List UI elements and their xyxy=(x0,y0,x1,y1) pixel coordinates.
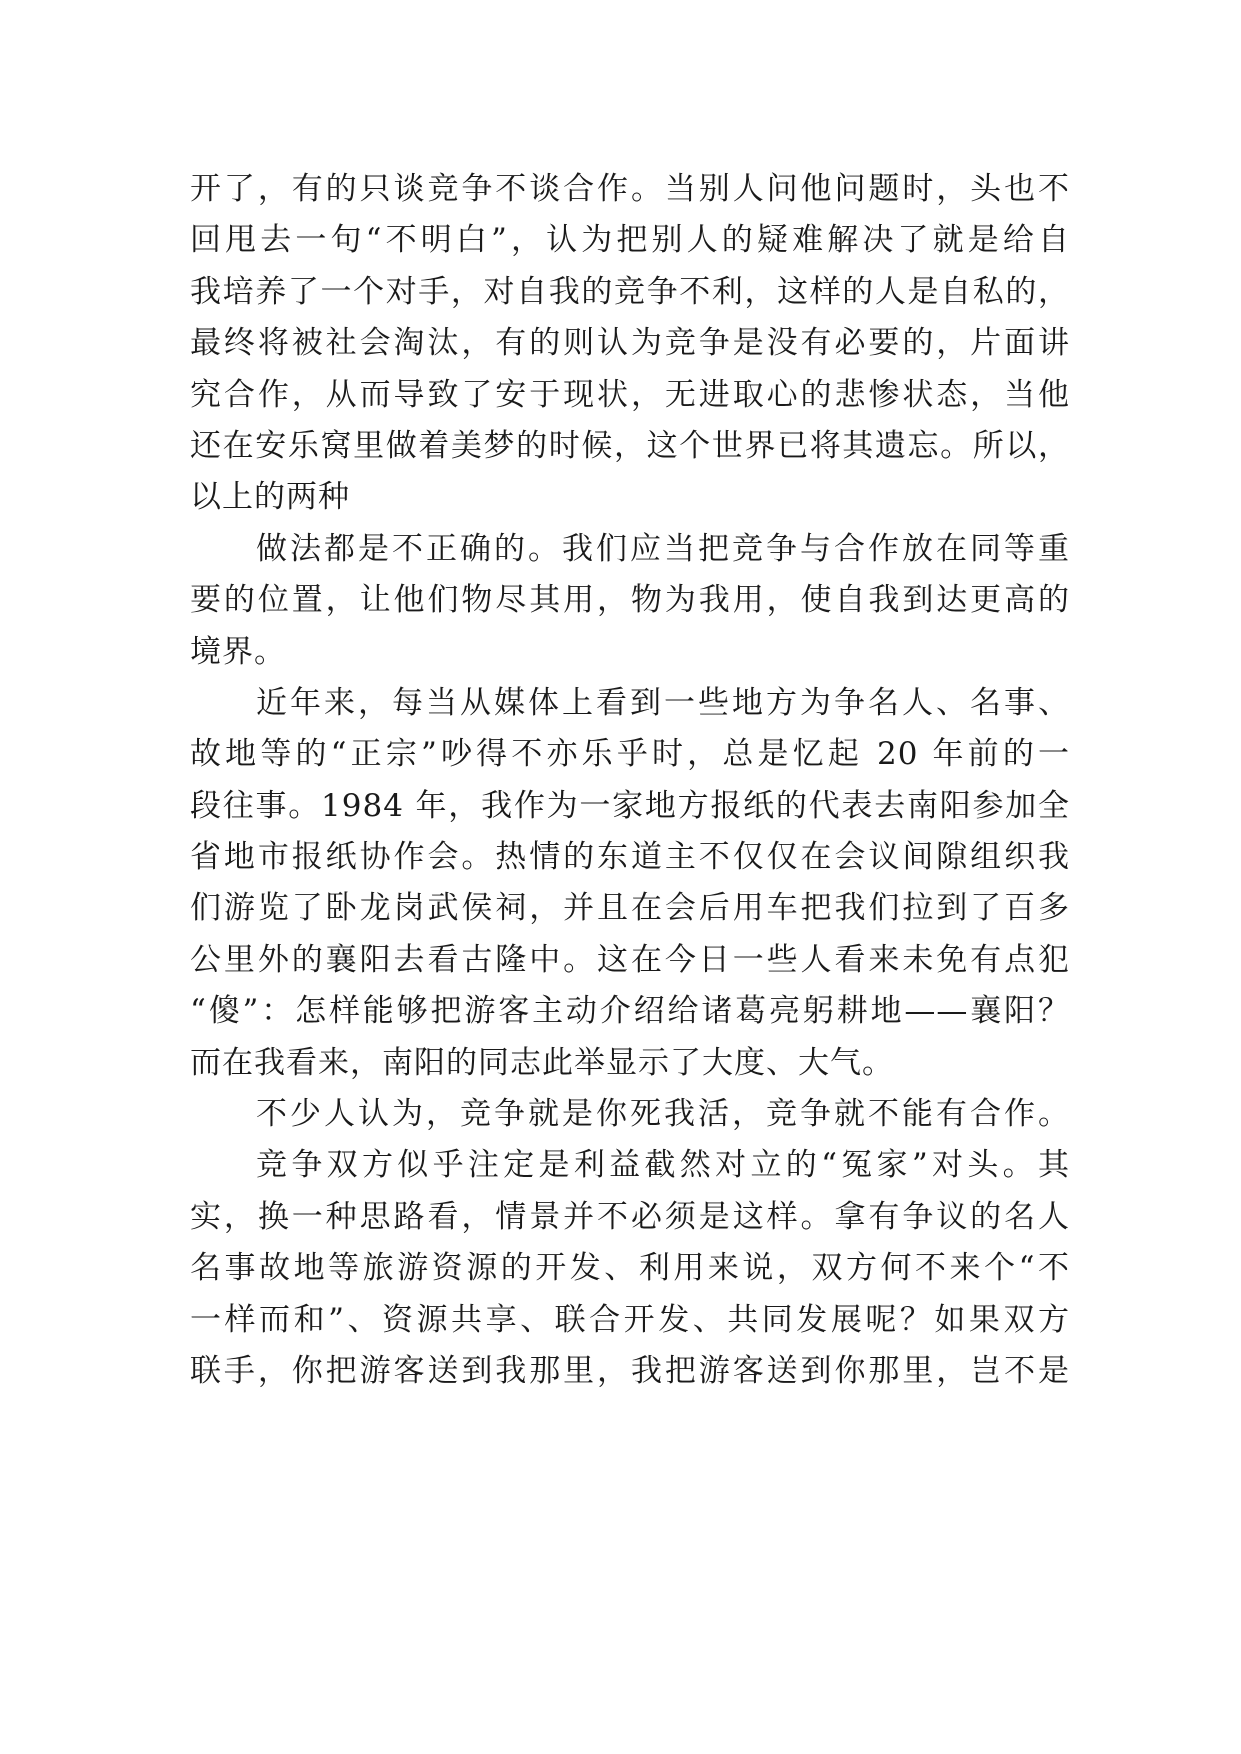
text-line: 以上的两种 xyxy=(190,479,350,516)
text-line: 近年来，每当从媒体上看到一些地方为争名人、名事、 xyxy=(256,684,1070,721)
text-line: 竞争双方似乎注定是利益截然对立的“冤家”对头。其 xyxy=(256,1147,1070,1184)
text-line: 最终将被社会淘汰，有的则认为竞争是没有必要的，片面讲 xyxy=(190,325,1070,362)
text-line: 联手，你把游客送到我那里，我把游客送到你那里，岂不是 xyxy=(190,1352,1070,1389)
text-line: 们游览了卧龙岗武侯祠，并且在会后用车把我们拉到了百多 xyxy=(190,890,1070,927)
text-line: 做法都是不正确的。我们应当把竞争与合作放在同等重 xyxy=(256,530,1070,567)
text-line: 要的位置，让他们物尽其用，物为我用，使自我到达更高的 xyxy=(190,582,1070,619)
document-body xyxy=(190,164,1070,1397)
text-line: 公里外的襄阳去看古隆中。这在今日一些人看来未免有点犯 xyxy=(190,941,1070,978)
text-line: 段往事。1984 年，我作为一家地方报纸的代表去南阳参加全 xyxy=(190,787,1070,824)
text-line: 开了，有的只谈竞争不谈合作。当别人问他问题时，头也不 xyxy=(190,171,1070,207)
text-line: 省地市报纸协作会。热情的东道主不仅仅在会议间隙组织我 xyxy=(190,839,1070,876)
text-line: 一样而和”、资源共享、联合开发、共同发展呢？如果双方 xyxy=(190,1301,1070,1338)
text-line: 究合作，从而导致了安于现状，无进取心的悲惨状态，当他 xyxy=(190,376,1070,413)
text-line: 不少人认为，竞争就是你死我活，竞争就不能有合作。 xyxy=(256,1096,1070,1133)
text-line: “傻”：怎样能够把游客主动介绍给诸葛亮躬耕地——襄阳？ xyxy=(190,993,1070,1030)
text-line: 而在我看来，南阳的同志此举显示了大度、大气。 xyxy=(190,1044,894,1081)
text-line: 故地等的“正宗”吵得不亦乐乎时，总是忆起 20 年前的一 xyxy=(190,736,1070,773)
text-line: 实，换一种思路看，情景并不必须是这样。拿有争议的名人 xyxy=(190,1198,1070,1235)
text-line: 还在安乐窝里做着美梦的时候，这个世界已将其遗忘。所以， xyxy=(190,427,1070,464)
text-line: 回甩去一句“不明白”，认为把别人的疑难解决了就是给自 xyxy=(190,222,1070,259)
text-line: 我培养了一个对手，对自我的竞争不利，这样的人是自私的， xyxy=(190,273,1070,310)
text-line: 名事故地等旅游资源的开发、利用来说，双方何不来个“不 xyxy=(190,1250,1070,1287)
text-line: 境界。 xyxy=(190,633,286,670)
